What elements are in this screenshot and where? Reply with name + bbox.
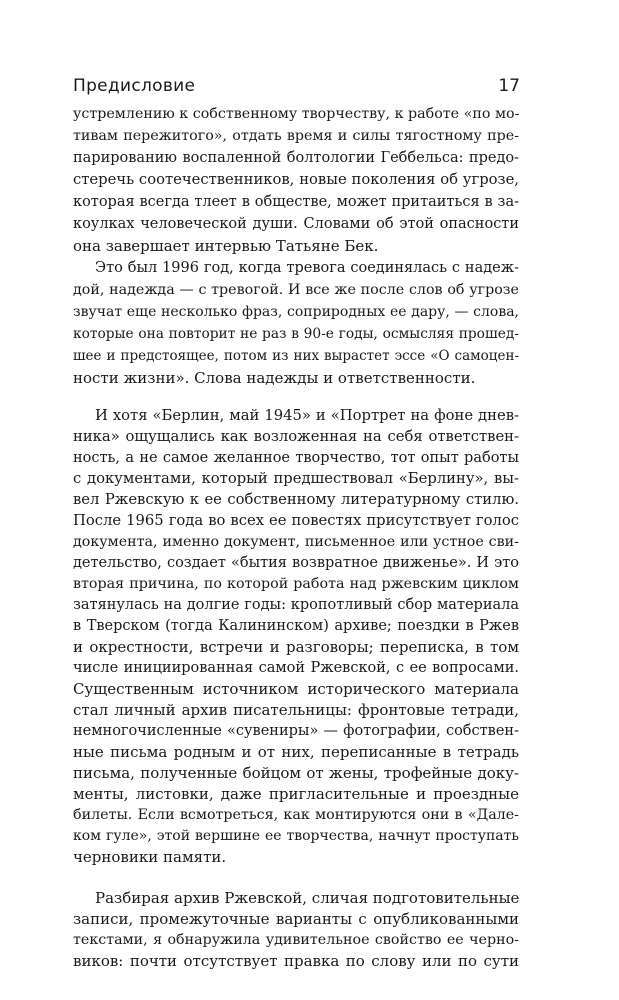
text-line: стеречь соотечественников, новые поколения об угрозе, bbox=[73, 171, 519, 188]
text-line: черновики памяти. bbox=[73, 848, 227, 866]
text-line: После 1965 года во всех ее повестях присутствует голос bbox=[73, 512, 519, 529]
text-line: немногочисленные «сувениры» — фотографии, собствен- bbox=[73, 723, 519, 739]
text-line: записи, промежуточные варианты с опубликованными bbox=[73, 910, 519, 928]
text-line: и окрестности, встречи и разговоры; переписка, в том bbox=[73, 638, 519, 656]
running-header bbox=[73, 76, 520, 100]
text-line: стал личный архив писательницы: фронтовые тетради, bbox=[73, 701, 519, 719]
text-line: ность, а не самое желанное творчество, тот опыт работы bbox=[73, 450, 519, 466]
text-line: детельство, создает «бытия возвратное движенье». И это bbox=[73, 555, 519, 571]
text-line: она завершает интервью Татьяне Бек. bbox=[73, 237, 379, 255]
text-line: текстами, я обнаружила удивительное свойство ее черно- bbox=[73, 932, 519, 948]
page-number: 17 bbox=[498, 76, 520, 96]
text-line: числе инициированная самой Ржевской, с ее вопросами. bbox=[73, 660, 519, 676]
text-line: виков: почти отсутствует правка по слову или по сути bbox=[73, 952, 519, 970]
text-line: билеты. Если всмотреться, как монтируются они в «Дале- bbox=[73, 807, 519, 823]
chapter-title: Предисловие bbox=[73, 76, 196, 96]
text-line: ника» ощущались как возложенная на себя ответствен- bbox=[73, 428, 519, 445]
text-line: с документами, который предшествовал «Берлину», вы- bbox=[73, 470, 519, 487]
text-line: И хотя «Берлин, май 1945» и «Портрет на фоне днев- bbox=[95, 407, 519, 424]
text-line: менты, листовки, даже пригласительные и проездные bbox=[73, 785, 519, 803]
text-line: ком гуле», этой вершине ее творчества, начнут проступать bbox=[73, 828, 519, 844]
text-line: которая всегда тлеет в обществе, может притаиться в за- bbox=[73, 194, 519, 210]
text-line: парированию воспаленной болтологии Геббельса: предо- bbox=[73, 150, 519, 166]
text-line: ности жизни». Слова надежды и ответственности. bbox=[73, 369, 476, 387]
text-line: шее и предстоящее, потом из них вырастет эссе «О самоцен- bbox=[73, 348, 519, 364]
text-line: коулках человеческой души. Словами об этой опасности bbox=[73, 216, 519, 232]
text-line: документа, именно документ, письменное или устное сви- bbox=[73, 534, 519, 550]
text-line: Разбирая архив Ржевской, сличая подготовительные bbox=[95, 889, 520, 907]
text-line: вторая причина, по которой работа над ржевским циклом bbox=[73, 576, 519, 592]
text-line: Это был 1996 год, когда тревога соединялась с надеж- bbox=[95, 260, 519, 276]
text-line: вел Ржевскую к ее собственному литературному стилю. bbox=[73, 491, 519, 508]
text-line: устремлению к собственному творчеству, к работе «по мо- bbox=[73, 106, 520, 122]
text-line: тивам пережитого», отдать время и силы тягостному пре- bbox=[73, 128, 519, 144]
text-line: письма, полученные бойцом от жены, трофейные доку- bbox=[73, 764, 519, 782]
text-line: которые она повторит не раз в 90-е годы, осмысляя прошед- bbox=[73, 326, 519, 342]
text-line: Существенным источником исторического материала bbox=[73, 680, 519, 698]
text-line: в Тверском (тогда Калининском) архиве; поездки в Ржев bbox=[73, 618, 519, 634]
text-line: дой, надежда — с тревогой. И все же после слов об угрозе bbox=[73, 282, 519, 298]
text-line: затянулась на долгие годы: кропотливый сбор материала bbox=[73, 597, 519, 613]
text-line: звучат еще несколько фраз, соприродных ее дару, — слова, bbox=[73, 304, 519, 320]
text-line: ные письма родным и от них, переписанные в тетрадь bbox=[73, 743, 519, 761]
